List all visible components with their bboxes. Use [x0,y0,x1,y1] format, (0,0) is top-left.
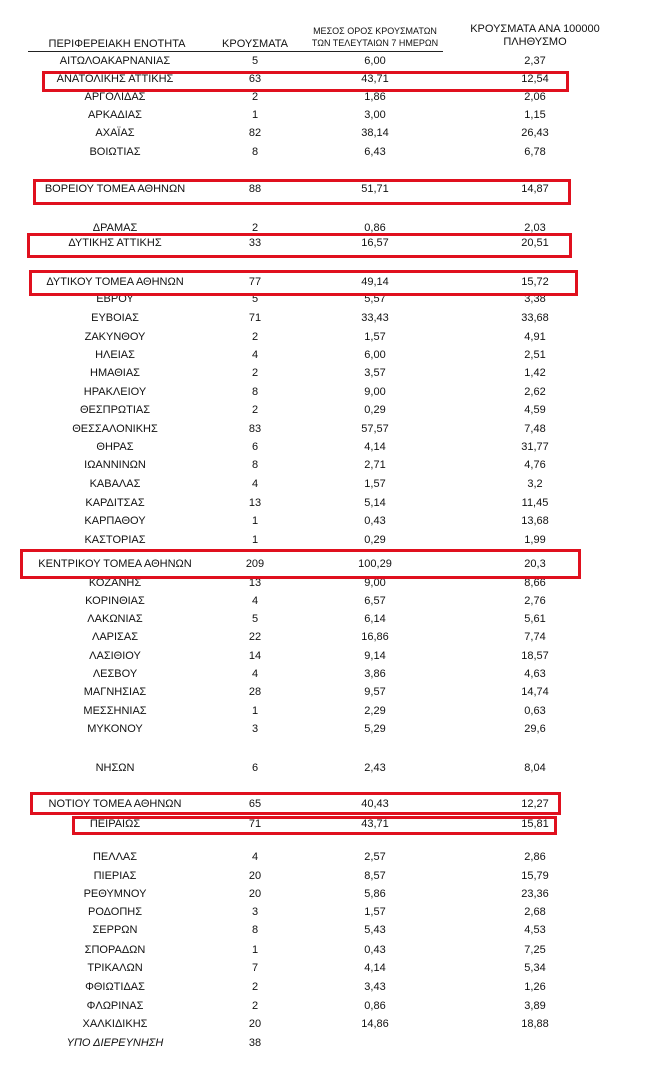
region-name: ΕΥΒΟΙΑΣ [91,312,139,324]
highlight-box [20,549,581,579]
avg-7day-value: 9,14 [364,650,386,662]
cases-value: 13 [248,497,262,509]
table-row [0,421,645,437]
per-100k-value: 26,43 [521,127,549,139]
cases-value: 7 [251,962,259,974]
table-row [0,922,645,938]
cases-value: 38 [248,1037,262,1049]
per-100k-value: 18,88 [521,1018,549,1030]
avg-7day-value: 6,00 [364,349,386,361]
per-100k-value: 15,72 [521,276,549,288]
region-name: ΜΕΣΣΗΝΙΑΣ [83,705,147,717]
avg-7day-value: 1,57 [364,331,386,343]
per-100k-value: 11,45 [521,497,549,509]
cases-value: 1 [251,534,259,546]
region-name: ΑΝΑΤΟΛΙΚΗΣ ΑΤΤΙΚΗΣ [56,73,174,85]
region-name: ΚΑΡΠΑΘΟΥ [84,515,146,527]
table-row [0,310,645,326]
header-per-100k [455,23,615,49]
per-100k-value: 23,36 [521,888,549,900]
cases-value: 5 [251,293,259,305]
region-name: ΛΑΚΩΝΙΑΣ [87,613,143,625]
cases-value: 88 [248,183,262,195]
per-100k-value: 5,61 [524,613,546,625]
table-row [0,611,645,627]
per-100k-value: 7,48 [524,423,546,435]
region-name: ΠΕΙΡΑΙΩΣ [89,818,141,830]
header-underline [28,51,443,52]
region-name: ΡΟΔΟΠΗΣ [87,906,143,918]
region-name: ΑΧΑΪΑΣ [95,127,135,139]
per-100k-value: 4,59 [524,404,546,416]
avg-7day-value: 16,86 [361,631,389,643]
per-100k-value: 1,26 [524,981,546,993]
region-name: ΣΠΟΡΑΔΩΝ [84,944,146,956]
avg-7day-value: 2,71 [364,459,386,471]
cases-value: 33 [248,237,262,249]
region-name: ΡΕΘΥΜΝΟΥ [83,888,147,900]
avg-7day-value: 16,57 [361,237,389,249]
table-row [0,1016,645,1032]
region-name: ΘΕΣΣΑΛΟΝΙΚΗΣ [72,423,158,435]
per-100k-value: 18,57 [521,650,549,662]
table-row [0,593,645,609]
cases-value: 8 [251,459,259,471]
region-name: ΣΕΡΡΩΝ [92,924,138,936]
region-name: ΜΑΓΝΗΣΙΑΣ [83,686,147,698]
cases-value: 8 [251,146,259,158]
region-name: ΚΟΖΑΝΗΣ [88,577,142,589]
per-100k-value: 1,15 [524,109,546,121]
region-name: ΝΗΣΩΝ [95,762,135,774]
avg-7day-value: 2,43 [364,762,386,774]
table-row [0,703,645,719]
cases-value: 14 [248,650,262,662]
cases-value: 20 [248,870,262,882]
avg-7day-value: 43,71 [361,73,389,85]
avg-7day-value: 1,57 [364,906,386,918]
table-row [0,868,645,884]
per-100k-value: 3,89 [524,1000,546,1012]
region-name: ΔΥΤΙΚΗΣ ΑΤΤΙΚΗΣ [68,237,162,249]
cases-value: 2 [251,91,259,103]
cases-value: 63 [248,73,262,85]
avg-7day-value: 14,86 [361,1018,389,1030]
region-name: ΠΕΛΛΑΣ [92,851,138,863]
table-row [0,942,645,958]
region-name: ΚΑΒΑΛΑΣ [89,478,141,490]
region-name: ΑΡΚΑΔΙΑΣ [88,109,142,121]
per-100k-value: 4,53 [524,924,546,936]
cases-value: 4 [251,851,259,863]
table-row [0,760,645,776]
per-100k-value: 20,3 [524,558,546,570]
avg-7day-value: 0,86 [364,222,386,234]
per-100k-value: 1,99 [524,534,546,546]
avg-7day-value: 5,29 [364,723,386,735]
cases-value: 20 [248,1018,262,1030]
cases-value: 4 [251,668,259,680]
per-100k-value: 15,79 [521,870,549,882]
cases-value: 2 [251,404,259,416]
cases-value: 71 [248,818,262,830]
cases-value: 20 [248,888,262,900]
avg-7day-value: 5,86 [364,888,386,900]
table-row [0,476,645,492]
cases-value: 2 [251,222,259,234]
per-100k-value: 2,37 [524,55,546,67]
region-name: ΧΑΛΚΙΔΙΚΗΣ [82,1018,148,1030]
cases-value: 2 [251,367,259,379]
table-row [0,532,645,548]
cases-value: 8 [251,386,259,398]
region-name: ΤΡΙΚΑΛΩΝ [87,962,143,974]
header-avg-line1: ΜΕΣΟΣ ΟΡΟΣ ΚΡΟΥΣΜΑΤΩΝ [313,26,437,36]
avg-7day-value: 100,29 [358,558,392,570]
table-row [0,439,645,455]
avg-7day-value: 8,57 [364,870,386,882]
highlight-box [33,179,571,205]
region-name: ΖΑΚΥΝΘΟΥ [84,331,146,343]
cases-value: 8 [251,924,259,936]
region-name: ΚΟΡΙΝΘΙΑΣ [85,595,145,607]
region-name: ΑΡΓΟΛΙΔΑΣ [84,91,146,103]
region-name: ΚΑΣΤΟΡΙΑΣ [84,534,146,546]
table-row [0,107,645,123]
cases-value: 5 [251,55,259,67]
cases-value: 6 [251,762,259,774]
avg-7day-value: 33,43 [361,312,389,324]
per-100k-value: 6,78 [524,146,546,158]
cases-value: 1 [251,109,259,121]
per-100k-value: 2,76 [524,595,546,607]
header-region: ΠΕΡΙΦΕΡΕΙΑΚΗ ΕΝΟΤΗΤΑ [48,38,186,50]
region-name: ΒΟΡΕΙΟΥ ΤΟΜΕΑ ΑΘΗΝΩΝ [44,183,186,195]
cases-value: 13 [248,577,262,589]
avg-7day-value: 40,43 [361,798,389,810]
avg-7day-value: 0,29 [364,404,386,416]
region-name: ΚΑΡΔΙΤΣΑΣ [85,497,145,509]
table-row [0,849,645,865]
avg-7day-value: 0,29 [364,534,386,546]
per-100k-value: 12,27 [521,798,549,810]
region-name: ΕΒΡΟΥ [96,293,134,305]
region-name: ΗΛΕΙΑΣ [95,349,135,361]
cases-value: 2 [251,981,259,993]
cases-value: 83 [248,423,262,435]
table-row [0,960,645,976]
avg-7day-value: 38,14 [361,127,389,139]
region-name: ΔΡΑΜΑΣ [92,222,138,234]
region-name: ΙΩΑΝΝΙΝΩΝ [84,459,146,471]
header-cases: ΚΡΟΥΣΜΑΤΑ [222,38,288,50]
avg-7day-value: 5,57 [364,293,386,305]
avg-7day-value: 51,71 [361,183,389,195]
header-avg [300,25,450,49]
avg-7day-value: 49,14 [361,276,389,288]
per-100k-value: 31,77 [521,441,549,453]
cases-value: 1 [251,944,259,956]
header-avg-line2: ΤΩΝ ΤΕΛΕΥΤΑΙΩΝ 7 ΗΜΕΡΩΝ [311,38,439,48]
cases-value: 1 [251,705,259,717]
region-name: ΘΗΡΑΣ [96,441,134,453]
region-name: ΜΥΚΟΝΟΥ [87,723,143,735]
cases-value: 82 [248,127,262,139]
table-row [0,721,645,737]
avg-7day-value: 3,86 [364,668,386,680]
avg-7day-value: 5,14 [364,497,386,509]
per-100k-value: 2,51 [524,349,546,361]
avg-7day-value: 4,14 [364,441,386,453]
per-100k-value: 7,25 [524,944,546,956]
highlight-box [30,792,561,815]
avg-7day-value: 9,00 [364,577,386,589]
cases-value: 2 [251,331,259,343]
region-name: ΥΠΟ ΔΙΕΡΕΥΝΗΣΗ [66,1037,164,1049]
per-100k-value: 8,04 [524,762,546,774]
table-row [0,53,645,69]
cases-value: 4 [251,478,259,490]
table-row [0,886,645,902]
avg-7day-value: 3,00 [364,109,386,121]
avg-7day-value: 1,86 [364,91,386,103]
region-name: ΚΕΝΤΡΙΚΟΥ ΤΟΜΕΑ ΑΘΗΝΩΝ [38,558,192,570]
cases-value: 77 [248,276,262,288]
per-100k-value: 12,54 [521,73,549,85]
avg-7day-value: 9,57 [364,686,386,698]
per-100k-value: 3,38 [524,293,546,305]
table-row [0,629,645,645]
per-100k-value: 5,34 [524,962,546,974]
avg-7day-value: 0,43 [364,515,386,527]
per-100k-value: 29,6 [524,723,546,735]
cases-value: 5 [251,613,259,625]
table-row [0,495,645,511]
avg-7day-value: 2,29 [364,705,386,717]
avg-7day-value: 6,57 [364,595,386,607]
highlight-box [29,270,578,296]
table-row [0,144,645,160]
avg-7day-value: 9,00 [364,386,386,398]
avg-7day-value: 6,00 [364,55,386,67]
table-row [0,666,645,682]
avg-7day-value: 3,43 [364,981,386,993]
table-row [0,684,645,700]
cases-value: 1 [251,515,259,527]
avg-7day-value: 6,14 [364,613,386,625]
per-100k-value: 0,63 [524,705,546,717]
per-100k-value: 2,03 [524,222,546,234]
avg-7day-value: 0,86 [364,1000,386,1012]
cases-value: 2 [251,1000,259,1012]
region-name: ΘΕΣΠΡΩΤΙΑΣ [79,404,151,416]
table-row [0,125,645,141]
table-row [0,329,645,345]
cases-value: 3 [251,906,259,918]
region-name: ΑΙΤΩΛΟΑΚΑΡΝΑΝΙΑΣ [59,55,171,67]
per-100k-value: 20,51 [521,237,549,249]
per-100k-value: 13,68 [521,515,549,527]
cases-value: 28 [248,686,262,698]
table-row [0,365,645,381]
cases-value: 4 [251,349,259,361]
avg-7day-value: 2,57 [364,851,386,863]
region-name: ΗΡΑΚΛΕΙΟΥ [83,386,147,398]
cases-value: 65 [248,798,262,810]
per-100k-value: 3,2 [527,478,543,490]
per-100k-value: 14,74 [521,686,549,698]
region-name: ΛΕΣΒΟΥ [92,668,138,680]
highlight-box [72,816,557,835]
cases-value: 22 [248,631,262,643]
avg-7day-value: 43,71 [361,818,389,830]
table-row [0,904,645,920]
table-row [0,979,645,995]
table-row [0,347,645,363]
region-name: ΦΘΙΩΤΙΔΑΣ [85,981,145,993]
region-name: ΛΑΣΙΘΙΟΥ [89,650,141,662]
cases-value: 209 [245,558,265,570]
cases-value: 71 [248,312,262,324]
per-100k-value: 2,68 [524,906,546,918]
highlight-box [27,233,572,258]
region-name: ΠΙΕΡΙΑΣ [93,870,137,882]
table-row [0,402,645,418]
header-per-line1: ΚΡΟΥΣΜΑΤΑ ΑΝΑ 100000 [470,23,600,35]
per-100k-value: 2,06 [524,91,546,103]
per-100k-value: 14,87 [521,183,549,195]
cases-value: 4 [251,595,259,607]
table-row [0,998,645,1014]
region-name: ΗΜΑΘΙΑΣ [90,367,140,379]
avg-7day-value: 57,57 [361,423,389,435]
per-100k-value: 2,86 [524,851,546,863]
per-100k-value: 8,66 [524,577,546,589]
per-100k-value: 4,63 [524,668,546,680]
region-name: ΛΑΡΙΣΑΣ [91,631,138,643]
avg-7day-value: 4,14 [364,962,386,974]
per-100k-value: 15,81 [521,818,549,830]
per-100k-value: 7,74 [524,631,546,643]
per-100k-value: 4,91 [524,331,546,343]
highlight-box [42,71,569,92]
region-name: ΦΛΩΡΙΝΑΣ [86,1000,144,1012]
table-row [0,457,645,473]
table-row [0,1035,645,1051]
avg-7day-value: 1,57 [364,478,386,490]
per-100k-value: 2,62 [524,386,546,398]
per-100k-value: 1,42 [524,367,546,379]
table-row [0,648,645,664]
avg-7day-value: 0,43 [364,944,386,956]
per-100k-value: 33,68 [521,312,549,324]
table-row [0,384,645,400]
avg-7day-value: 3,57 [364,367,386,379]
region-name: ΔΥΤΙΚΟΥ ΤΟΜΕΑ ΑΘΗΝΩΝ [46,276,184,288]
table-row [0,513,645,529]
region-name: ΒΟΙΩΤΙΑΣ [89,146,141,158]
region-name: ΝΟΤΙΟΥ ΤΟΜΕΑ ΑΘΗΝΩΝ [48,798,182,810]
avg-7day-value: 5,43 [364,924,386,936]
header-per-line2: ΠΛΗΘΥΣΜΟ [503,36,567,48]
avg-7day-value: 6,43 [364,146,386,158]
cases-value: 6 [251,441,259,453]
cases-value: 3 [251,723,259,735]
per-100k-value: 4,76 [524,459,546,471]
